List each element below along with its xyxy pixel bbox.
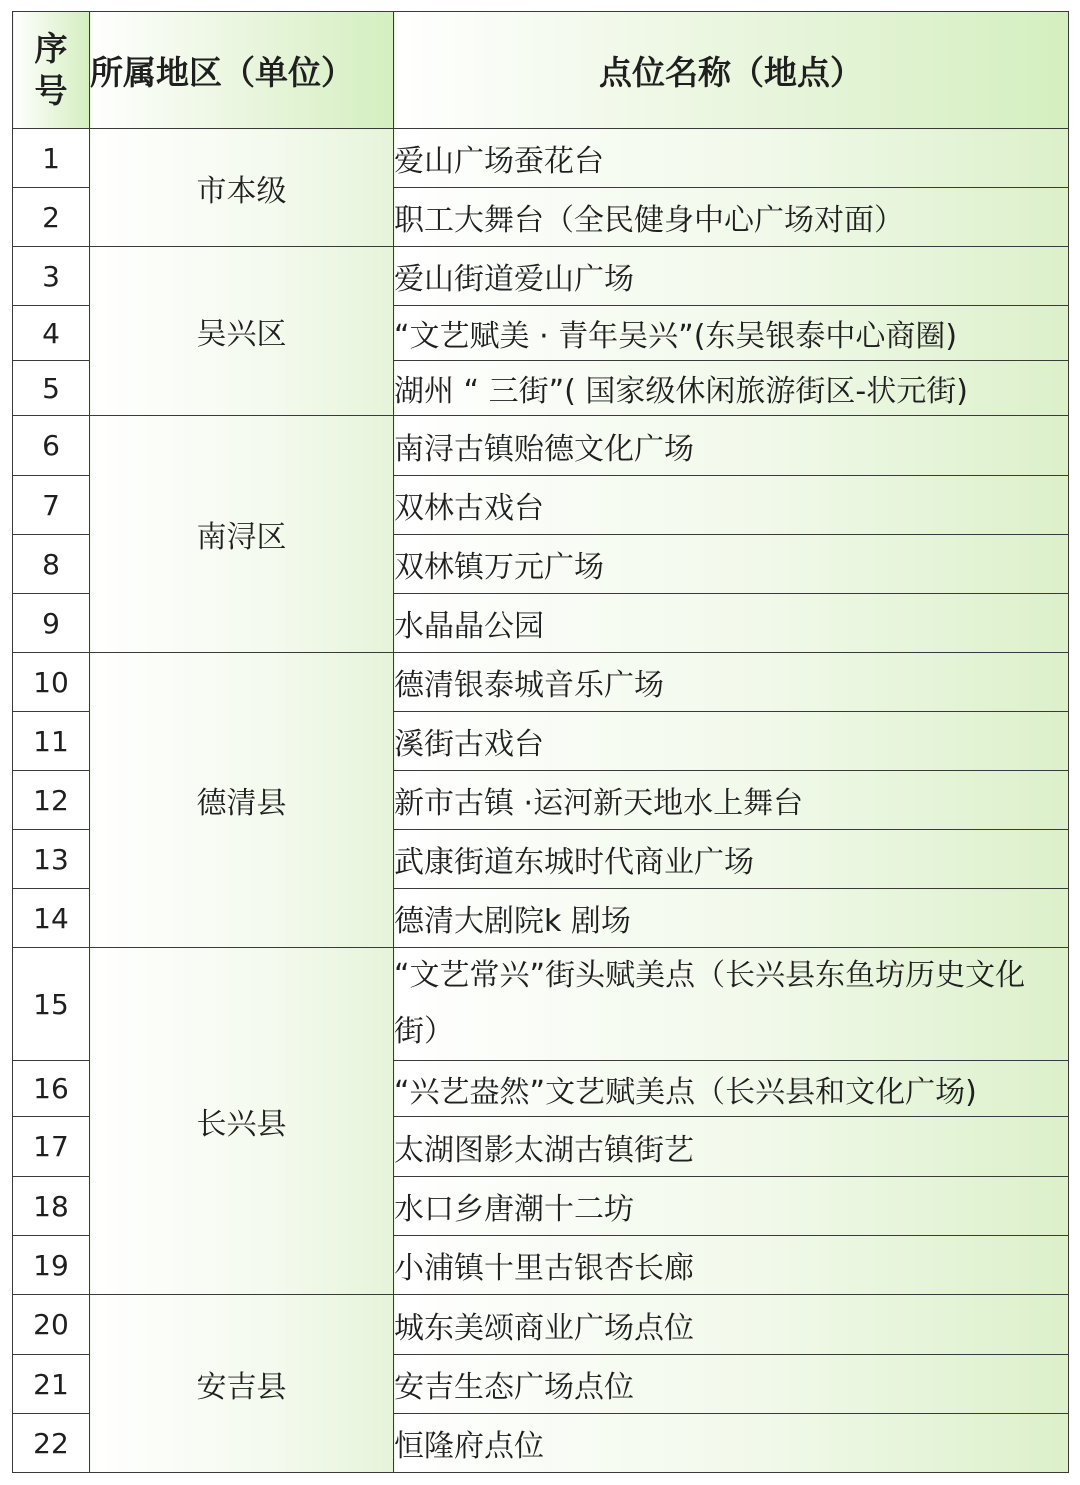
site-name: 小浦镇十里古银杏长廊: [394, 1236, 1069, 1295]
site-name: 溪街古戏台: [394, 712, 1069, 771]
row-number: 16: [13, 1061, 90, 1117]
site-name: 双林古戏台: [394, 476, 1069, 535]
header-region: 所属地区（单位）: [90, 12, 394, 129]
site-name: 城东美颂商业广场点位: [394, 1295, 1069, 1355]
table-row: [13, 416, 1069, 476]
site-name: 新市古镇 ·运河新天地水上舞台: [394, 771, 1069, 830]
venue-table: [12, 11, 1069, 1473]
row-number: 11: [13, 712, 90, 771]
row-number: 7: [13, 476, 90, 535]
site-name: “文艺赋美 · 青年吴兴”(东吴银泰中心商圈): [394, 306, 1069, 361]
row-number: 18: [13, 1177, 90, 1236]
table-row: [13, 129, 1069, 188]
site-name: 德清银泰城音乐广场: [394, 653, 1069, 712]
site-name: 武康街道东城时代商业广场: [394, 830, 1069, 889]
region-cell: 吴兴区: [90, 247, 394, 416]
table-row: [13, 247, 1069, 306]
row-number: 5: [13, 361, 90, 416]
row-number: 9: [13, 594, 90, 653]
row-number: 1: [13, 129, 90, 188]
row-number: 13: [13, 830, 90, 889]
site-name: 太湖图影太湖古镇街艺: [394, 1117, 1069, 1177]
table-row: [13, 1295, 1069, 1355]
header-index-line2: 号: [34, 71, 68, 110]
site-name: 湖州 “ 三街”( 国家级休闲旅游街区-状元街): [394, 361, 1069, 416]
region-cell: 安吉县: [90, 1295, 394, 1473]
site-name: 爱山街道爱山广场: [394, 247, 1069, 306]
region-cell: 长兴县: [90, 948, 394, 1295]
row-number: 14: [13, 889, 90, 948]
row-number: 22: [13, 1414, 90, 1473]
site-name: “兴艺盎然”文艺赋美点（长兴县和文化广场): [394, 1061, 1069, 1117]
row-number: 15: [13, 948, 90, 1061]
header-site: 点位名称（地点）: [394, 12, 1069, 129]
row-number: 3: [13, 247, 90, 306]
site-name: 爱山广场蚕花台: [394, 129, 1069, 188]
table-row: [13, 653, 1069, 712]
row-number: 2: [13, 188, 90, 247]
row-number: 17: [13, 1117, 90, 1177]
row-number: 10: [13, 653, 90, 712]
row-number: 19: [13, 1236, 90, 1295]
region-cell: 南浔区: [90, 416, 394, 653]
region-cell: 德清县: [90, 653, 394, 948]
site-name: 恒隆府点位: [394, 1414, 1069, 1473]
site-name: 德清大剧院k 剧场: [394, 889, 1069, 948]
header-index: [13, 12, 90, 129]
site-name: 水晶晶公园: [394, 594, 1069, 653]
site-name: 南浔古镇贻德文化广场: [394, 416, 1069, 476]
site-name: “文艺常兴”街头赋美点（长兴县东鱼坊历史文化街）: [394, 948, 1069, 1061]
row-number: 12: [13, 771, 90, 830]
header-row: [13, 12, 1069, 129]
region-cell: 市本级: [90, 129, 394, 247]
row-number: 8: [13, 535, 90, 594]
header-index-line1: 序: [34, 29, 68, 68]
row-number: 4: [13, 306, 90, 361]
row-number: 20: [13, 1295, 90, 1355]
site-name: 水口乡唐潮十二坊: [394, 1177, 1069, 1236]
row-number: 6: [13, 416, 90, 476]
site-name: 安吉生态广场点位: [394, 1355, 1069, 1414]
site-name: 职工大舞台（全民健身中心广场对面）: [394, 188, 1069, 247]
row-number: 21: [13, 1355, 90, 1414]
table-row: [13, 948, 1069, 1061]
site-name: 双林镇万元广场: [394, 535, 1069, 594]
